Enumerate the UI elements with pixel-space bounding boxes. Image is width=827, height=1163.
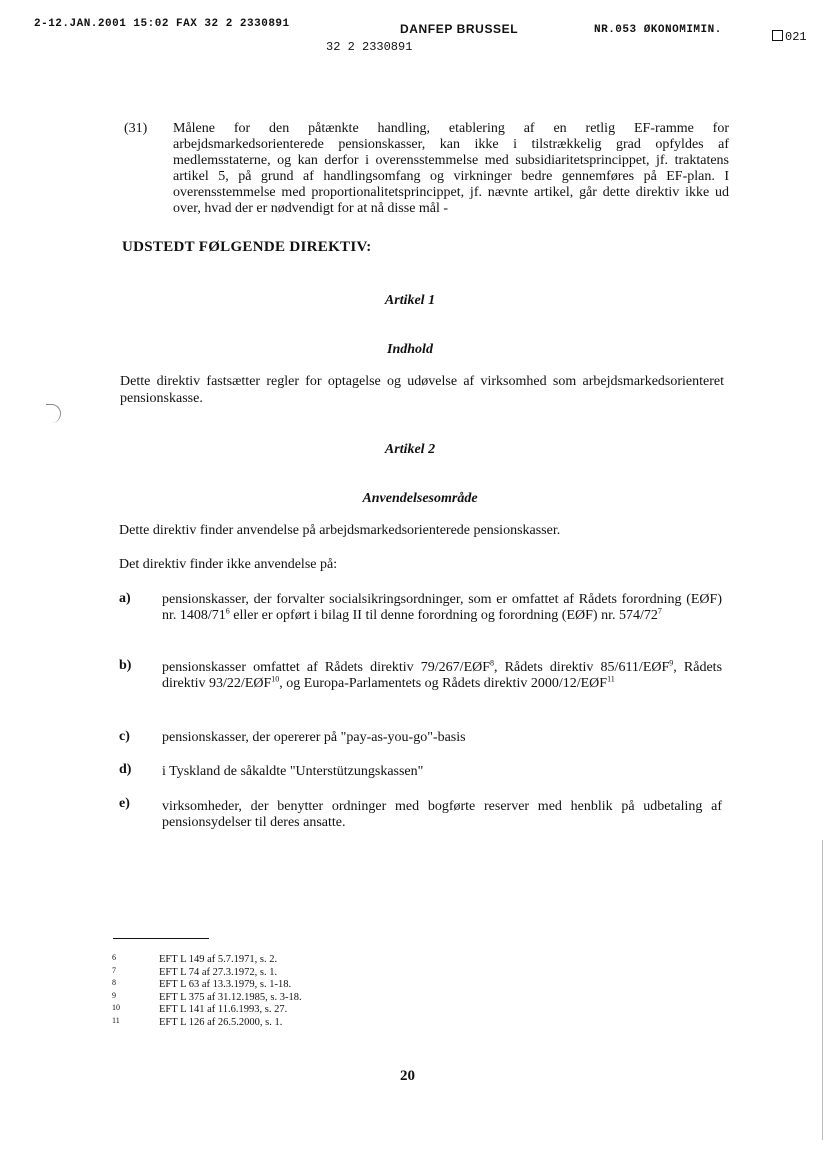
footnote-ref-6: 6: [225, 606, 230, 616]
footnote: [112, 1003, 412, 1016]
list-label-d: d): [119, 762, 132, 777]
fax-page-number: 021: [785, 30, 807, 44]
fax-header-sender: DANFEP BRUSSEL: [400, 22, 519, 36]
list-label-e: e): [119, 796, 130, 811]
list-label-c: c): [119, 729, 130, 744]
footnote-ref-9: 9: [669, 658, 674, 668]
fax-header-number: 32 2 2330891: [326, 40, 413, 54]
footnote-ref-11: 11: [607, 674, 615, 684]
article-1-number: Artikel 1: [384, 293, 436, 308]
article-1-text: Dette direktiv fastsætter regler for optagelse og udøvelse af virksomhed som arbejdsmarkedsorienteret pensionskasse.: [120, 374, 724, 406]
footnote-text: EFT L 149 af 5.7.1971, s. 2.: [159, 954, 278, 965]
list-item-b-text-3: , Rådets direktiv 93/22/EØF: [162, 660, 723, 691]
footnote: [112, 978, 412, 991]
fax-header-right: NR.053 ØKONOMIMIN.: [594, 24, 722, 36]
list-item-b-text-2: , Rådets direktiv 85/611/EØF: [494, 660, 670, 675]
fax-page-icon: [772, 30, 783, 41]
footnote-mark: 7: [112, 965, 116, 975]
article-2-title: Anvendelsesområde: [362, 491, 478, 506]
list-label-a: a): [119, 591, 131, 606]
footnotes: [112, 953, 412, 1028]
footnote-text: EFT L 375 af 31.12.1985, s. 3-18.: [159, 991, 302, 1003]
list-item-d: i Tyskland de såkaldte "Unterstützungskassen": [162, 764, 424, 779]
scan-edge-right: [822, 840, 823, 1140]
footnote-text: EFT L 126 af 26.5.2000, s. 1.: [159, 1016, 283, 1028]
footnote-ref-7: 7: [657, 606, 662, 616]
list-item-a-text-2: eller er opført i bilag II til denne forordning og forordning (EØF) nr. 574/72: [229, 608, 658, 623]
recital-text: Målene for den påtænkte handling, etablering af en retlig EF-ramme for arbejdsmarkedsorienterede pensionskasser, kan ikke i tilstrækkelig grad opfyldes af medlemsstaterne, og kan derfor i overensstemmelse med subsidiaritetsprincippet, jf. traktatens artikel 5, på grund af handlingsomfang og virkninger bedre gennemføres på EF-plan. I overensstemmelse med proportionalitetsprincippet, jf. nævnte artikel, går dette direktiv ikke ud over, hvad der er nødvendigt for at nå disse mål -: [173, 121, 729, 216]
footnote-mark: 11: [112, 1015, 120, 1025]
fax-header-left: 2-12.JAN.2001 15:02 FAX 32 2 2330891: [34, 18, 290, 30]
list-item-b-text-1: pensionskasser omfattet af Rådets direktiv 79/267/EØF: [162, 660, 491, 675]
footnote-mark: 8: [112, 978, 116, 987]
page-number: 20: [400, 1068, 415, 1084]
fax-page-indicator: [772, 30, 807, 44]
footnote-mark: 10: [112, 1003, 120, 1012]
article-1-title: Indhold: [387, 342, 433, 357]
footnote-mark: 9: [112, 990, 116, 1000]
list-item-e: virksomheder, der benytter ordninger med bogførte reserver med henblik på udbetaling af pensionsydelser til deres ansatte.: [162, 799, 722, 830]
footnote: [112, 1016, 412, 1029]
article-2-exclusion-intro: Det direktiv finder ikke anvendelse på:: [119, 557, 338, 572]
footnote-text: EFT L 141 af 11.6.1993, s. 27.: [159, 1004, 288, 1015]
list-label-b: b): [119, 658, 132, 673]
footnote-ref-8: 8: [490, 658, 495, 668]
footnote-text: EFT L 63 af 13.3.1979, s. 1-18.: [159, 979, 292, 990]
footnote: [112, 953, 412, 966]
footnote-text: EFT L 74 af 27.3.1972, s. 1.: [159, 966, 278, 978]
scan-mark-left: [46, 404, 61, 423]
footnote-mark: 6: [112, 953, 116, 962]
footnote: [112, 991, 412, 1004]
list-item-a: [162, 592, 722, 624]
article-2-number: Artikel 2: [384, 442, 436, 457]
list-item-b-text-4: , og Europa-Parlamentets og Rådets direktiv 2000/12/EØF: [279, 676, 608, 691]
footnote-ref-10: 10: [271, 674, 280, 684]
article-2-scope-text: Dette direktiv finder anvendelse på arbejdsmarkedsorienterede pensionskasser.: [119, 523, 561, 538]
footnote: [112, 966, 412, 979]
footnote-separator: [113, 938, 209, 939]
list-item-a-text-1: pensionskasser, der forvalter socialsikringsordninger, som er omfattet af Rådets forordning (EØF) nr. 1408/71: [162, 592, 722, 623]
enactment-formula: UDSTEDT FØLGENDE DIREKTIV:: [122, 239, 372, 255]
list-item-c: pensionskasser, der opererer på "pay-as-you-go"-basis: [162, 730, 466, 745]
list-item-b: [162, 660, 722, 692]
recital-number: (31): [124, 121, 148, 136]
